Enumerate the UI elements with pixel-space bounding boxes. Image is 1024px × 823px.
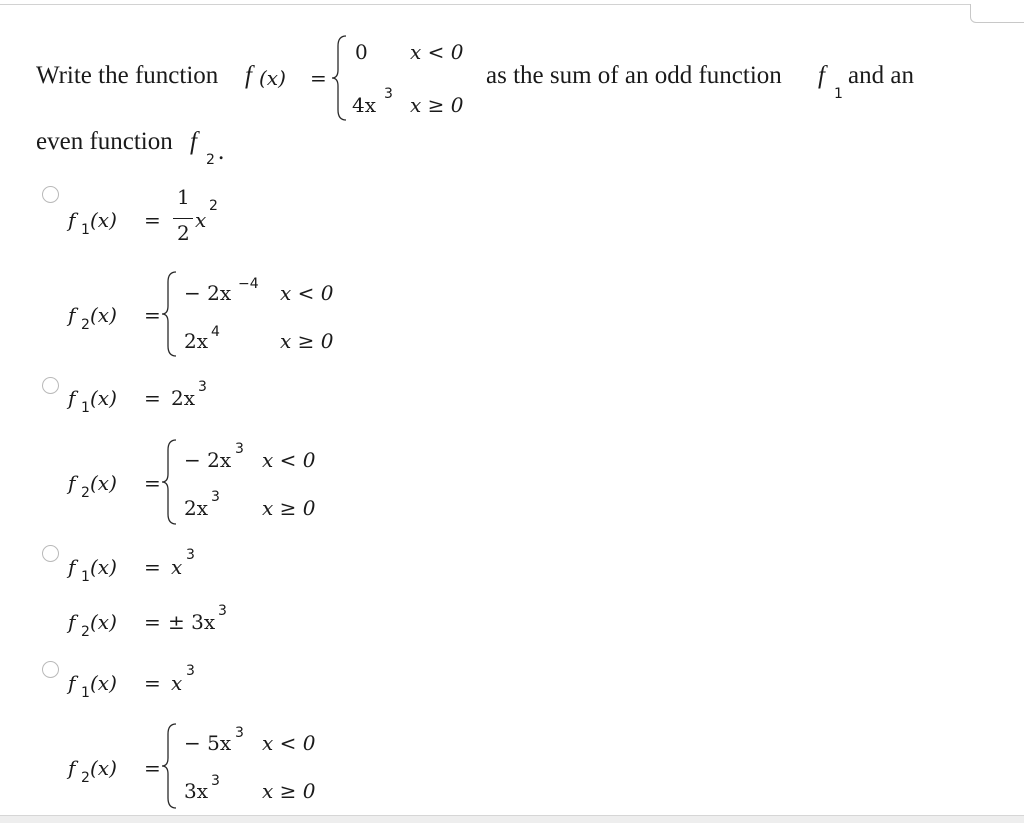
opt1-frac-num: 1 [177,185,190,209]
question-f2-sub: 2 [206,152,215,168]
opt1-f1-var: x [195,208,207,232]
opt2-f2-equals: = [144,471,161,495]
opt1-frac-bar [173,218,193,219]
option-1-radio[interactable] [42,186,59,203]
opt4-f2-top-base: − 5x [184,731,232,755]
question-brace [330,34,348,122]
opt4-f2-bot-exp: 3 [211,773,220,789]
opt1-f1: f [68,208,76,232]
option-3-radio[interactable] [42,545,59,562]
opt1-frac-den: 2 [177,221,190,245]
opt1-equals: = [144,208,161,232]
opt3-f2: f [68,610,76,634]
opt2-f2-bot-cond: x ≥ 0 [262,496,316,520]
question-f1: f [818,62,825,89]
opt2-f1-sub: 1 [81,400,90,416]
opt2-f2-top-cond: x < 0 [262,448,316,472]
question-f: f [245,62,252,89]
question-period: . [218,138,225,165]
opt2-f2-sub: 2 [81,485,90,501]
opt1-f2-equals: = [144,303,161,327]
question-middle: as the sum of an odd function [486,62,782,89]
opt3-f2-base: ± 3x [168,610,216,634]
question-tail: and an [848,62,914,89]
piece-top-expr: 0 [355,40,368,64]
opt2-equals: = [144,386,161,410]
corner-tab [970,4,1024,23]
opt3-f2-exp: 3 [218,603,227,619]
opt3-f2-equals: = [144,610,161,634]
opt4-brace [160,722,178,810]
opt1-brace [160,270,178,358]
opt4-f2-bot-base: 3x [184,779,209,803]
opt4-f1: f [68,671,76,695]
question-f1-sub: 1 [834,86,843,102]
opt2-f1-base: 2x [171,386,196,410]
opt2-f1-arg: (x) [90,386,117,410]
opt1-f2: f [68,303,76,327]
opt4-f2-top-exp: 3 [235,725,244,741]
opt2-f2-top-exp: 3 [235,441,244,457]
opt1-f2-arg: (x) [90,303,117,327]
opt2-f2-bot-exp: 3 [211,489,220,505]
question-f-arg: (x) [259,66,286,90]
opt4-f1-base: x [171,671,183,695]
opt2-f2-bot-base: 2x [184,496,209,520]
opt4-f2-top-cond: x < 0 [262,731,316,755]
opt4-f2-bot-cond: x ≥ 0 [262,779,316,803]
piece-bot-expr: 4x [352,93,377,117]
opt1-f2-top-cond: x < 0 [280,281,334,305]
opt4-f1-sub: 1 [81,685,90,701]
opt4-f2-arg: (x) [90,756,117,780]
opt1-f2-bot-exp: 4 [211,324,220,340]
opt1-f2-sub: 2 [81,317,90,333]
opt1-f2-bot-cond: x ≥ 0 [280,329,334,353]
option-4-radio[interactable] [42,661,59,678]
opt2-f2-arg: (x) [90,471,117,495]
opt2-f1: f [68,386,76,410]
opt4-f1-arg: (x) [90,671,117,695]
opt2-f2: f [68,471,76,495]
question-line2: even function [36,128,173,155]
opt3-equals: = [144,555,161,579]
question-f2: f [190,128,197,155]
question-prefix: Write the function [36,62,219,89]
piece-bot-exp: 3 [384,86,393,102]
opt3-f1-exp: 3 [186,547,195,563]
opt1-f1-exp: 2 [209,198,218,214]
piece-bot-cond: x ≥ 0 [410,93,464,117]
opt4-equals: = [144,671,161,695]
opt4-f2-sub: 2 [81,770,90,786]
opt3-f2-arg: (x) [90,610,117,634]
opt4-f2: f [68,756,76,780]
opt3-f1: f [68,555,76,579]
opt1-f1-sub: 1 [81,222,90,238]
piece-top-cond: x < 0 [410,40,464,64]
top-divider [0,4,1024,5]
opt3-f1-base: x [171,555,183,579]
option-2-radio[interactable] [42,377,59,394]
opt1-f2-top-exp: −4 [238,276,259,292]
opt4-f2-equals: = [144,756,161,780]
opt1-f2-bot-base: 2x [184,329,209,353]
opt2-brace [160,438,178,526]
opt2-f1-exp: 3 [198,379,207,395]
question-equals: = [310,66,327,90]
opt1-f2-top-base: − 2x [184,281,232,305]
opt1-f1-arg: (x) [90,208,117,232]
opt4-f1-exp: 3 [186,663,195,679]
opt2-f2-top-base: − 2x [184,448,232,472]
opt3-f1-arg: (x) [90,555,117,579]
opt3-f1-sub: 1 [81,569,90,585]
opt3-f2-sub: 2 [81,624,90,640]
